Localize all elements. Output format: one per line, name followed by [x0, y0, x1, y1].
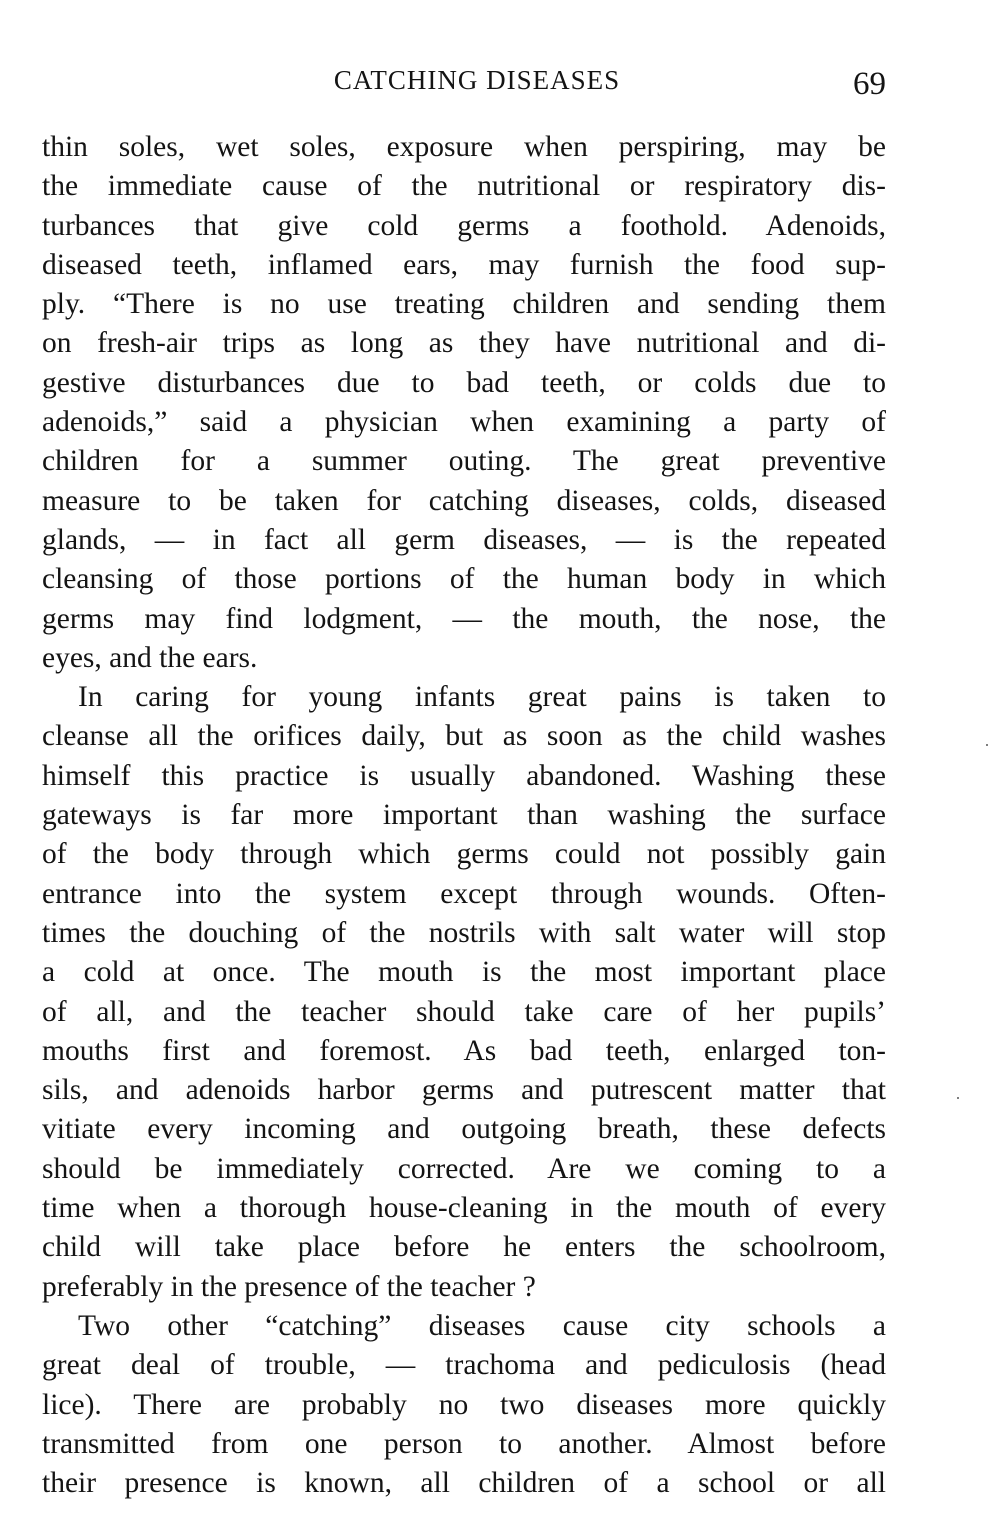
text-line: entrance into the system except through wounds. Often- — [42, 877, 886, 910]
scan-speck — [957, 1097, 959, 1099]
text-line: sils, and adenoids harbor germs and putrescent matter that — [42, 1074, 886, 1107]
text-line: transmitted from one person to another. Almost before — [42, 1427, 886, 1460]
paragraph-3 — [42, 1307, 886, 1503]
body-text — [42, 128, 886, 1503]
text-line: germs may find lodgment, — the mouth, the nose, the — [42, 602, 886, 635]
chapter-title: CATCHING DISEASES — [333, 65, 621, 95]
text-line: of the body through which germs could not possibly gain — [42, 838, 886, 871]
text-line: Two other “catching” diseases cause city schools a — [78, 1309, 886, 1342]
text-line: thin soles, wet soles, exposure when perspiring, may be — [42, 131, 886, 163]
text-line: children for a summer outing. The great preventive — [42, 445, 886, 478]
page-number: 69 — [853, 66, 886, 102]
text-line: time when a thorough house-cleaning in the mouth of every — [42, 1192, 886, 1225]
paragraph-1 — [42, 128, 886, 678]
text-line: mouths first and foremost. As bad teeth, enlarged ton- — [42, 1034, 886, 1067]
paragraph-2 — [42, 678, 886, 1307]
text-line: times the douching of the nostrils with salt water will stop — [42, 916, 886, 949]
text-line: cleanse all the orifices daily, but as soon as the child washes — [42, 720, 886, 753]
text-line: of all, and the teacher should take care of her pupils’ — [42, 995, 886, 1028]
text-line: diseased teeth, inflamed ears, may furnish the food sup- — [42, 248, 886, 281]
text-line: gateways is far more important than washing the surface — [42, 799, 886, 832]
text-line: glands, — in fact all germ diseases, — is the repeated — [42, 523, 886, 556]
text-line: adenoids,” said a physician when examining a party of — [42, 406, 886, 439]
text-line: a cold at once. The mouth is the most important place — [42, 956, 886, 989]
text-line: gestive disturbances due to bad teeth, or colds due to — [42, 366, 886, 399]
text-line: great deal of trouble, — trachoma and pediculosis (head — [42, 1349, 886, 1382]
running-head — [42, 62, 886, 102]
text-line: turbances that give cold germs a foothold. Adenoids, — [42, 209, 886, 242]
text-line: eyes, and the ears. — [42, 641, 258, 674]
text-line: measure to be taken for catching diseases, colds, diseased — [42, 484, 886, 517]
text-line: the immediate cause of the nutritional or respiratory dis- — [42, 170, 886, 203]
text-line: himself this practice is usually abandoned. Washing these — [42, 759, 886, 792]
text-line: on fresh-air trips as long as they have nutritional and di- — [42, 327, 886, 360]
text-line: vitiate every incoming and outgoing breath, these defects — [42, 1113, 886, 1146]
text-line: In caring for young infants great pains is taken to — [78, 681, 886, 714]
scan-speck — [986, 744, 988, 746]
text-line: ply. “There is no use treating children and sending them — [42, 288, 886, 321]
text-line: child will take place before he enters the schoolroom, — [42, 1231, 886, 1264]
text-line: their presence is known, all children of a school or all — [42, 1467, 886, 1500]
text-line: cleansing of those portions of the human body in which — [42, 563, 886, 596]
text-line: preferably in the presence of the teacher ? — [42, 1270, 536, 1303]
text-line: lice). There are probably no two diseases more quickly — [42, 1388, 886, 1421]
text-line: should be immediately corrected. Are we coming to a — [42, 1152, 886, 1185]
